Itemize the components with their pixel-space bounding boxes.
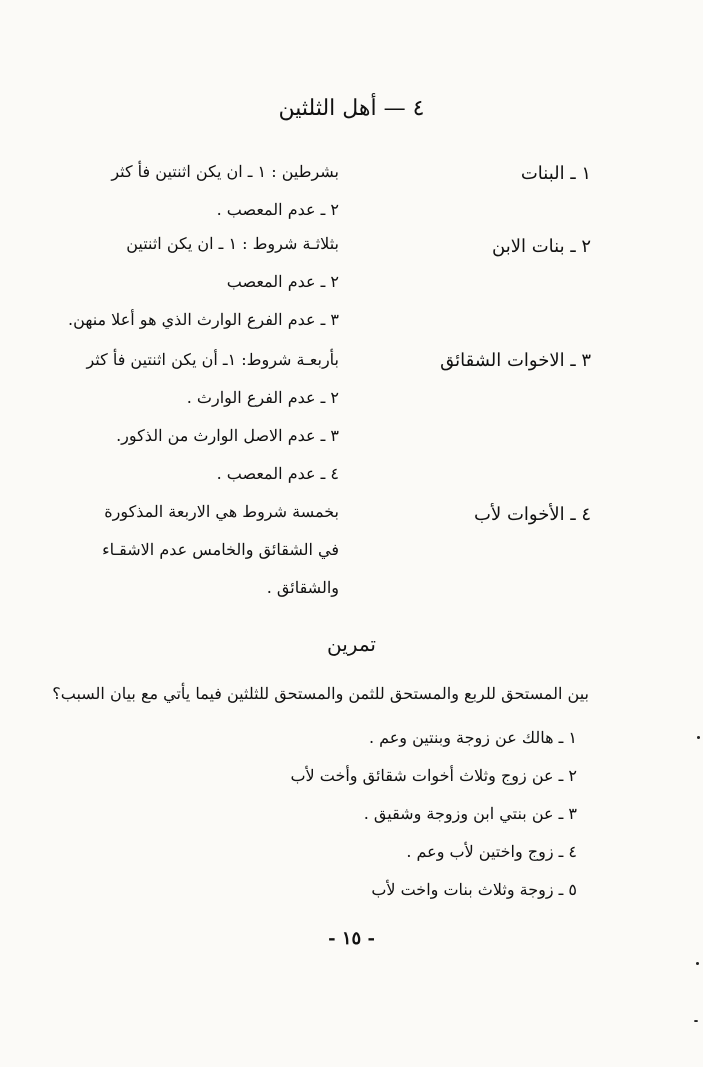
heir-label-full-sisters: ٣ ـ الاخوات الشقائق (440, 350, 591, 371)
exercise-item: ٢ ـ عن زوج وثلاث أخوات شقائق وأخت لأب (290, 766, 577, 785)
condition-line: بخمسة شروط هي الاربعة المذكورة (104, 502, 339, 521)
condition-line: ٣ ـ عدم الاصل الوارث من الذكور. (116, 426, 339, 445)
exercise-item: ٥ ـ زوجة وثلاث بنات واخت لأب (371, 880, 577, 899)
condition-line: بشرطين : ١ ـ ان يكن اثنتين فأ كثر (111, 162, 339, 181)
scan-speck (696, 962, 699, 965)
condition-line: بثلاثـة شروط : ١ ـ ان يكن اثنتين (126, 234, 339, 253)
condition-line: ٢ ـ عدم الفرع الوارث . (186, 388, 339, 407)
condition-line: في الشقائق والخامس عدم الاشقـاء (102, 540, 339, 559)
condition-line: ٣ ـ عدم الفرع الوارث الذي هو أعلا منهن. (68, 310, 339, 329)
exercise-item: ٣ ـ عن بنتي ابن وزوجة وشقيق . (363, 804, 577, 823)
section-title: ٤ — أهل الثلثين (278, 96, 425, 121)
exercise-intro: بين المستحق للربع والمستحق للثمن والمستحق للثلثين فيما يأتي مع بيان السبب؟ (52, 684, 589, 703)
condition-line: ٢ ـ عدم المعصب (226, 272, 339, 291)
exercise-heading: تمرين (327, 632, 376, 656)
page-number: - ١٥ - (328, 928, 375, 949)
condition-line: ٤ ـ عدم المعصب . (216, 464, 339, 483)
condition-line: والشقائق . (266, 578, 339, 597)
scan-speck (694, 1020, 698, 1022)
exercise-item: ٤ ـ زوج واختين لأب وعم . (406, 842, 577, 861)
heir-label-daughters: ١ ـ البنات (520, 163, 591, 184)
heir-label-sons-daughters: ٢ ـ بنات الابن (492, 236, 591, 257)
condition-line: بأربعـة شروط: ١ـ أن يكن اثنتين فأ كثر (86, 350, 339, 369)
scan-speck (697, 736, 700, 739)
heir-label-paternal-sisters: ٤ ـ الأخوات لأب (474, 504, 591, 525)
condition-line: ٢ ـ عدم المعصب . (216, 200, 339, 219)
exercise-item: ١ ـ هالك عن زوجة وبنتين وعم . (368, 728, 577, 747)
